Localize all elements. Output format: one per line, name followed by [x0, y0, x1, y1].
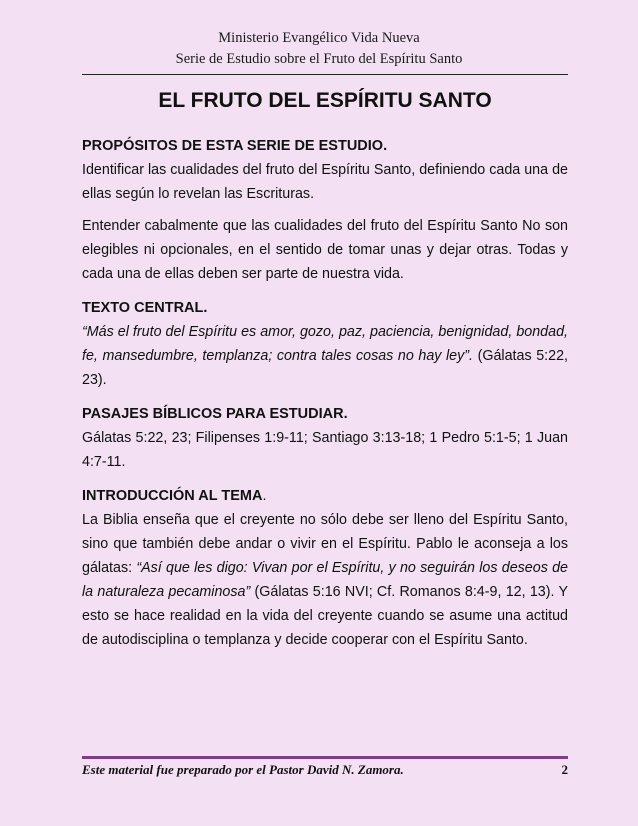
intro-text-1: La Biblia enseña que el creyente no sólo debe ser lleno del Espíritu Santo, sino que también debe andar o vivir en el Espíritu. Pablo le aconseja a los gálatas: [82, 512, 568, 576]
paragraph-proposito-1: Identificar las cualidades del fruto del Espíritu Santo, definiendo cada una de ellas según lo revelan las Escrituras. [82, 162, 568, 202]
heading-introduccion-text: INTRODUCCIÓN AL TEMA [82, 488, 263, 504]
scripture-quote: “Más el fruto del Espíritu es amor, gozo, paz, paciencia, benignidad, bondad, fe, mansedumbre, templanza; contra tales cosas no hay ley”. [82, 324, 568, 364]
intro-text-2: (Gálatas 5:16 NVI; Cf. Romanos 8:4-9, 12, 13). Y esto se hace realidad en la vida del creyente cuando se asume una actitud de autodisciplina o templanza y decide cooperar con el Espíritu Santo. [82, 584, 568, 648]
paragraph-texto-central [82, 320, 568, 392]
paragraph-pasajes: Gálatas 5:22, 23; Filipenses 1:9-11; Santiago 3:13-18; 1 Pedro 5:1-5; 1 Juan 4:7-11. [82, 430, 568, 470]
document-body [82, 134, 568, 652]
scripture-reference: (Gálatas 5:22, 23). [82, 348, 568, 388]
header-divider [82, 74, 568, 75]
page-number: 2 [561, 762, 568, 777]
page-header [0, 28, 638, 70]
header-series: Serie de Estudio sobre el Fruto del Espíritu Santo [175, 51, 463, 67]
footer-divider [82, 756, 568, 759]
heading-propositos: PROPÓSITOS DE ESTA SERIE DE ESTUDIO. [82, 138, 388, 154]
page-footer [82, 762, 568, 778]
paragraph-introduccion [82, 508, 568, 652]
heading-pasajes: PASAJES BÍBLICOS PARA ESTUDIAR. [82, 406, 348, 422]
page-title: EL FRUTO DEL ESPÍRITU SANTO [158, 89, 492, 112]
footer-credit: Este material fue preparado por el Pastor David N. Zamora. [82, 762, 404, 777]
intro-quote: “Así que les digo: Vivan por el Espíritu, y no seguirán los deseos de la naturaleza pecaminosa” [82, 560, 568, 600]
header-ministry: Ministerio Evangélico Vida Nueva [218, 30, 420, 46]
paragraph-proposito-2: Entender cabalmente que las cualidades del fruto del Espíritu Santo No son elegibles ni opcionales, en el sentido de tomar unas y dejar otras. Todas y cada una de ellas deben ser parte de nuestra vida. [82, 218, 568, 282]
heading-texto-central: TEXTO CENTRAL. [82, 300, 208, 316]
heading-introduccion-dot: . [262, 488, 267, 504]
heading-introduccion [82, 484, 568, 508]
